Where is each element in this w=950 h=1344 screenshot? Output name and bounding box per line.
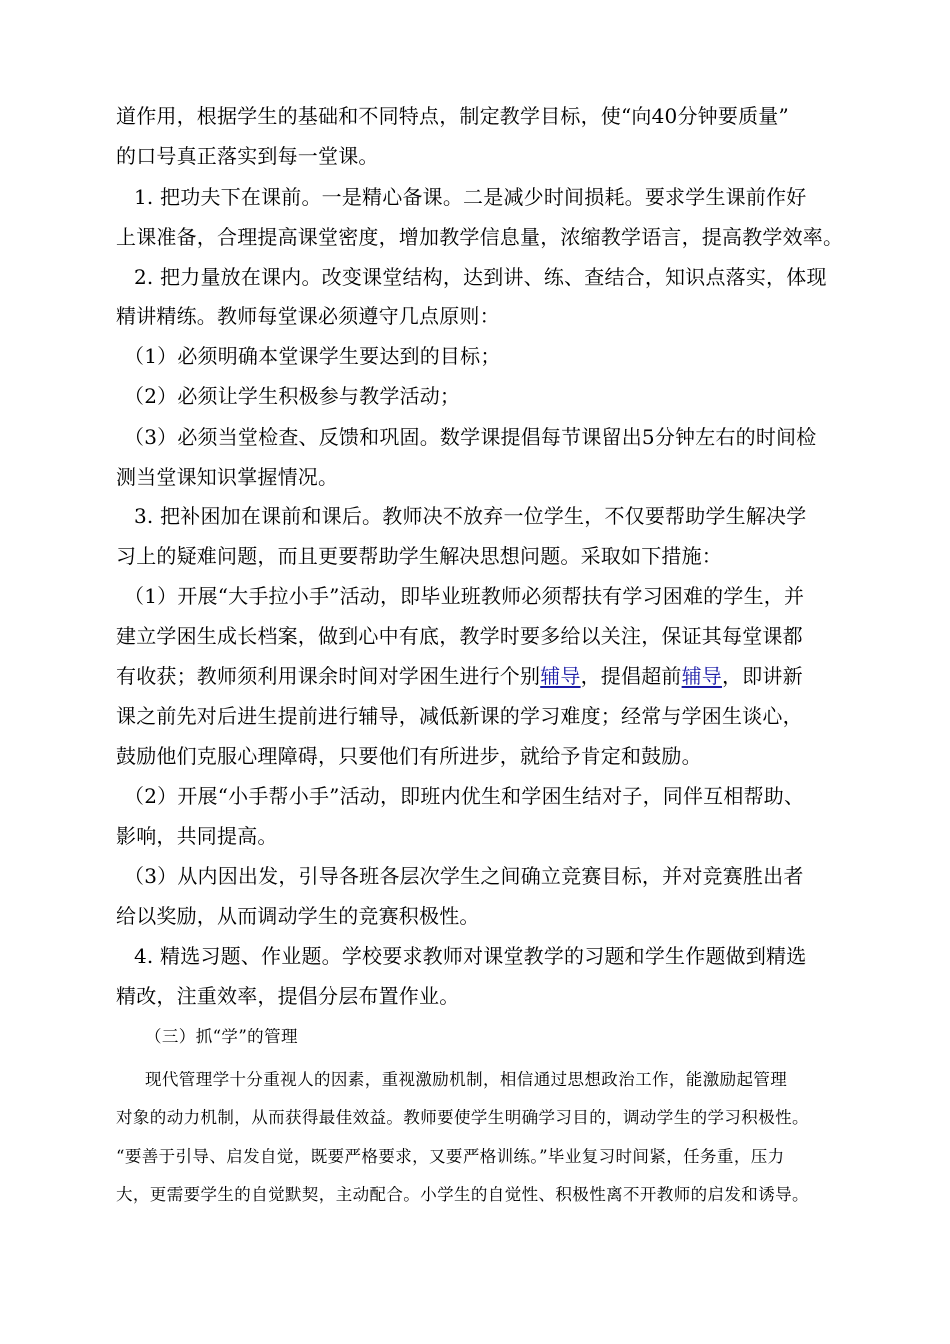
text-line: 课之前先对后进生提前进行辅导，减低新课的学习难度；经常与学困生谈心， <box>116 704 803 728</box>
text-line: （1）开展“大手拉小手”活动，即毕业班教师必须帮扶有学习困难的学生，并 <box>124 584 805 608</box>
text-segment: 有收获；教师须利用课余时间对学困生进行个别 <box>116 664 541 688</box>
text-line: 鼓励他们克服心理障碍，只要他们有所进步，就给予肯定和鼓励。 <box>116 744 702 768</box>
text-line <box>116 664 803 688</box>
text-segment: ，提倡超前 <box>580 664 682 688</box>
text-line: 对象的动力机制，从而获得最佳效益。教师要使学生明确学习目的，调动学生的学习积极性。 <box>116 1108 809 1127</box>
text-line: 大，更需要学生的自觉默契，主动配合。小学生的自觉性、积极性离不开教师的启发和诱导。 <box>116 1185 809 1204</box>
text-line: 上课准备，合理提高课堂密度，增加教学信息量，浓缩教学语言，提高教学效率。 <box>116 225 844 249</box>
text-line: 影响，共同提高。 <box>116 824 278 848</box>
text-line: “要善于引导、启发自觉，既要严格要求，又要严格训练。”毕业复习时间紧，任务重，压力 <box>116 1147 785 1166</box>
text-line: 4. 精选习题、作业题。学校要求教师对课堂教学的习题和学生作题做到精选 <box>134 944 807 968</box>
text-line: 3. 把补困加在课前和课后。教师决不放弃一位学生，不仅要帮助学生解决学 <box>134 504 807 528</box>
text-line: 精讲精练。教师每堂课必须遵守几点原则： <box>116 304 500 328</box>
text-line: 2. 把力量放在课内。改变课堂结构，达到讲、练、查结合，知识点落实，体现 <box>134 265 827 289</box>
text-line: （2）必须让学生积极参与教学活动； <box>124 384 461 408</box>
text-line: 道作用，根据学生的基础和不同特点，制定教学目标，使“向40分钟要质量” <box>116 104 789 128</box>
text-line: 测当堂课知识掌握情况。 <box>116 465 339 489</box>
text-line: 习上的疑难问题，而且更要帮助学生解决思想问题。采取如下措施： <box>116 544 722 568</box>
text-line: 给以奖励，从而调动学生的竞赛积极性。 <box>116 904 480 928</box>
text-line: 精改，注重效率，提倡分层布置作业。 <box>116 984 460 1008</box>
text-line: （1）必须明确本堂课学生要达到的目标； <box>124 344 501 368</box>
text-line: （3）从内因出发，引导各班各层次学生之间确立竞赛目标，并对竞赛胜出者 <box>124 864 804 888</box>
text-line: 的口号真正落实到每一堂课。 <box>116 144 379 168</box>
text-line: （3）必须当堂检查、反馈和巩固。数学课提倡每节课留出5分钟左右的时间检 <box>124 425 817 449</box>
text-line: 建立学困生成长档案，做到心中有底，教学时要多给以关注，保证其每堂课都 <box>116 624 803 648</box>
text-line: 1. 把功夫下在课前。一是精心备课。二是减少时间损耗。要求学生课前作好 <box>134 185 807 209</box>
text-segment: ，即讲新 <box>722 664 803 688</box>
counseling-link[interactable]: 辅导 <box>540 664 581 688</box>
text-line: 现代管理学十分重视人的因素，重视激励机制，相信通过思想政治工作，能激励起管理 <box>145 1070 788 1089</box>
counseling-link-advance[interactable]: 辅导 <box>681 664 723 688</box>
section-heading: （三）抓“学”的管理 <box>145 1027 298 1046</box>
text-line: （2）开展“小手帮小手”活动，即班内优生和学困生结对子，同伴互相帮助、 <box>124 784 805 808</box>
